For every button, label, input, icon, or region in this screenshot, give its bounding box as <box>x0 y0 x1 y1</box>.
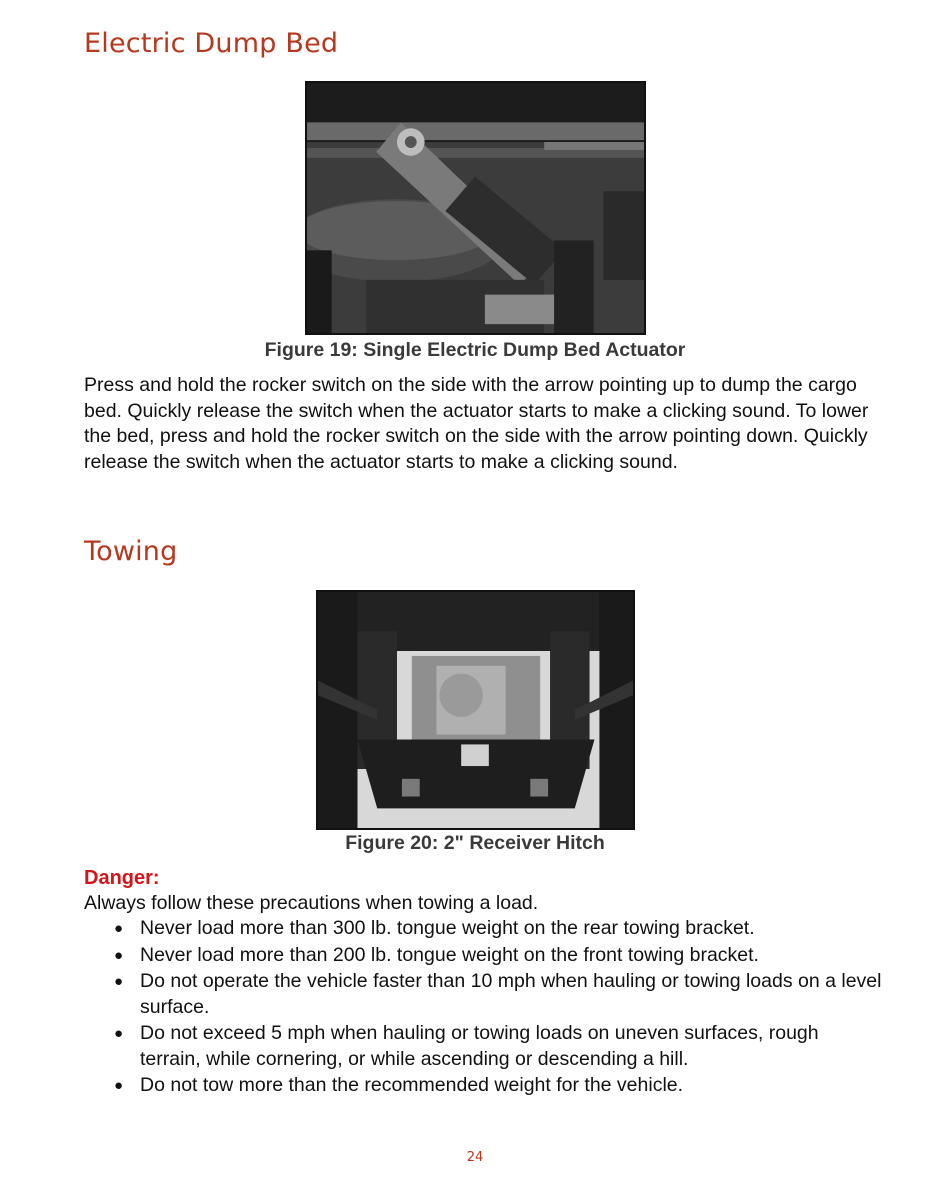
precaution-text: Do not operate the vehicle faster than 10 mph when hauling or towing loads on a level surface. <box>140 970 882 1018</box>
precaution-text: Do not tow more than the recommended weight for the vehicle. <box>140 1074 684 1096</box>
figure-19-caption: Figure 19: Single Electric Dump Bed Actuator <box>264 339 686 361</box>
precaution-text: Do not exceed 5 mph when hauling or towing loads on uneven surfaces, rough terrain, while cornering, or while ascending or descending a hill. <box>140 1022 819 1070</box>
towing-precautions-list <box>84 916 884 1100</box>
receiver-hitch-photo <box>316 590 635 830</box>
list-item <box>84 969 884 1020</box>
bullet-icon: ● <box>114 1025 124 1042</box>
list-item <box>84 1073 884 1099</box>
precaution-text: Never load more than 200 lb. tongue weight on the front towing bracket. <box>140 943 759 966</box>
section-title-electric-dump-bed: Electric Dump Bed <box>84 28 339 59</box>
precaution-text: Never load more than 300 lb. tongue weight on the rear towing bracket. <box>140 917 755 939</box>
dump-bed-actuator-photo <box>305 81 646 335</box>
dump-bed-instructions: Press and hold the rocker switch on the side with the arrow pointing up to dump the cargo bed. Quickly release the switch when the actuator starts to make a clicking sound. To lower the bed, press and hold the rocker switch on the side with the arrow pointing down. Quickly release the switch when the actuator starts to make a clicking sound. <box>84 374 869 473</box>
figure-20-caption: Figure 20: 2" Receiver Hitch <box>345 832 605 854</box>
bullet-icon: ● <box>114 946 124 964</box>
actuator-photo-illustration <box>307 83 644 333</box>
bullet-icon: ● <box>114 1077 124 1094</box>
bullet-icon: ● <box>114 920 124 937</box>
list-item <box>84 943 884 969</box>
towing-intro: Always follow these precautions when towing a load. <box>84 892 539 914</box>
danger-label: Danger: <box>84 867 160 889</box>
list-item <box>84 916 884 942</box>
section-title-towing: Towing <box>84 536 178 567</box>
bullet-icon: ● <box>114 973 124 990</box>
list-item <box>84 1021 884 1072</box>
hitch-photo-illustration <box>318 592 633 828</box>
page-number: 24 <box>466 1150 484 1165</box>
